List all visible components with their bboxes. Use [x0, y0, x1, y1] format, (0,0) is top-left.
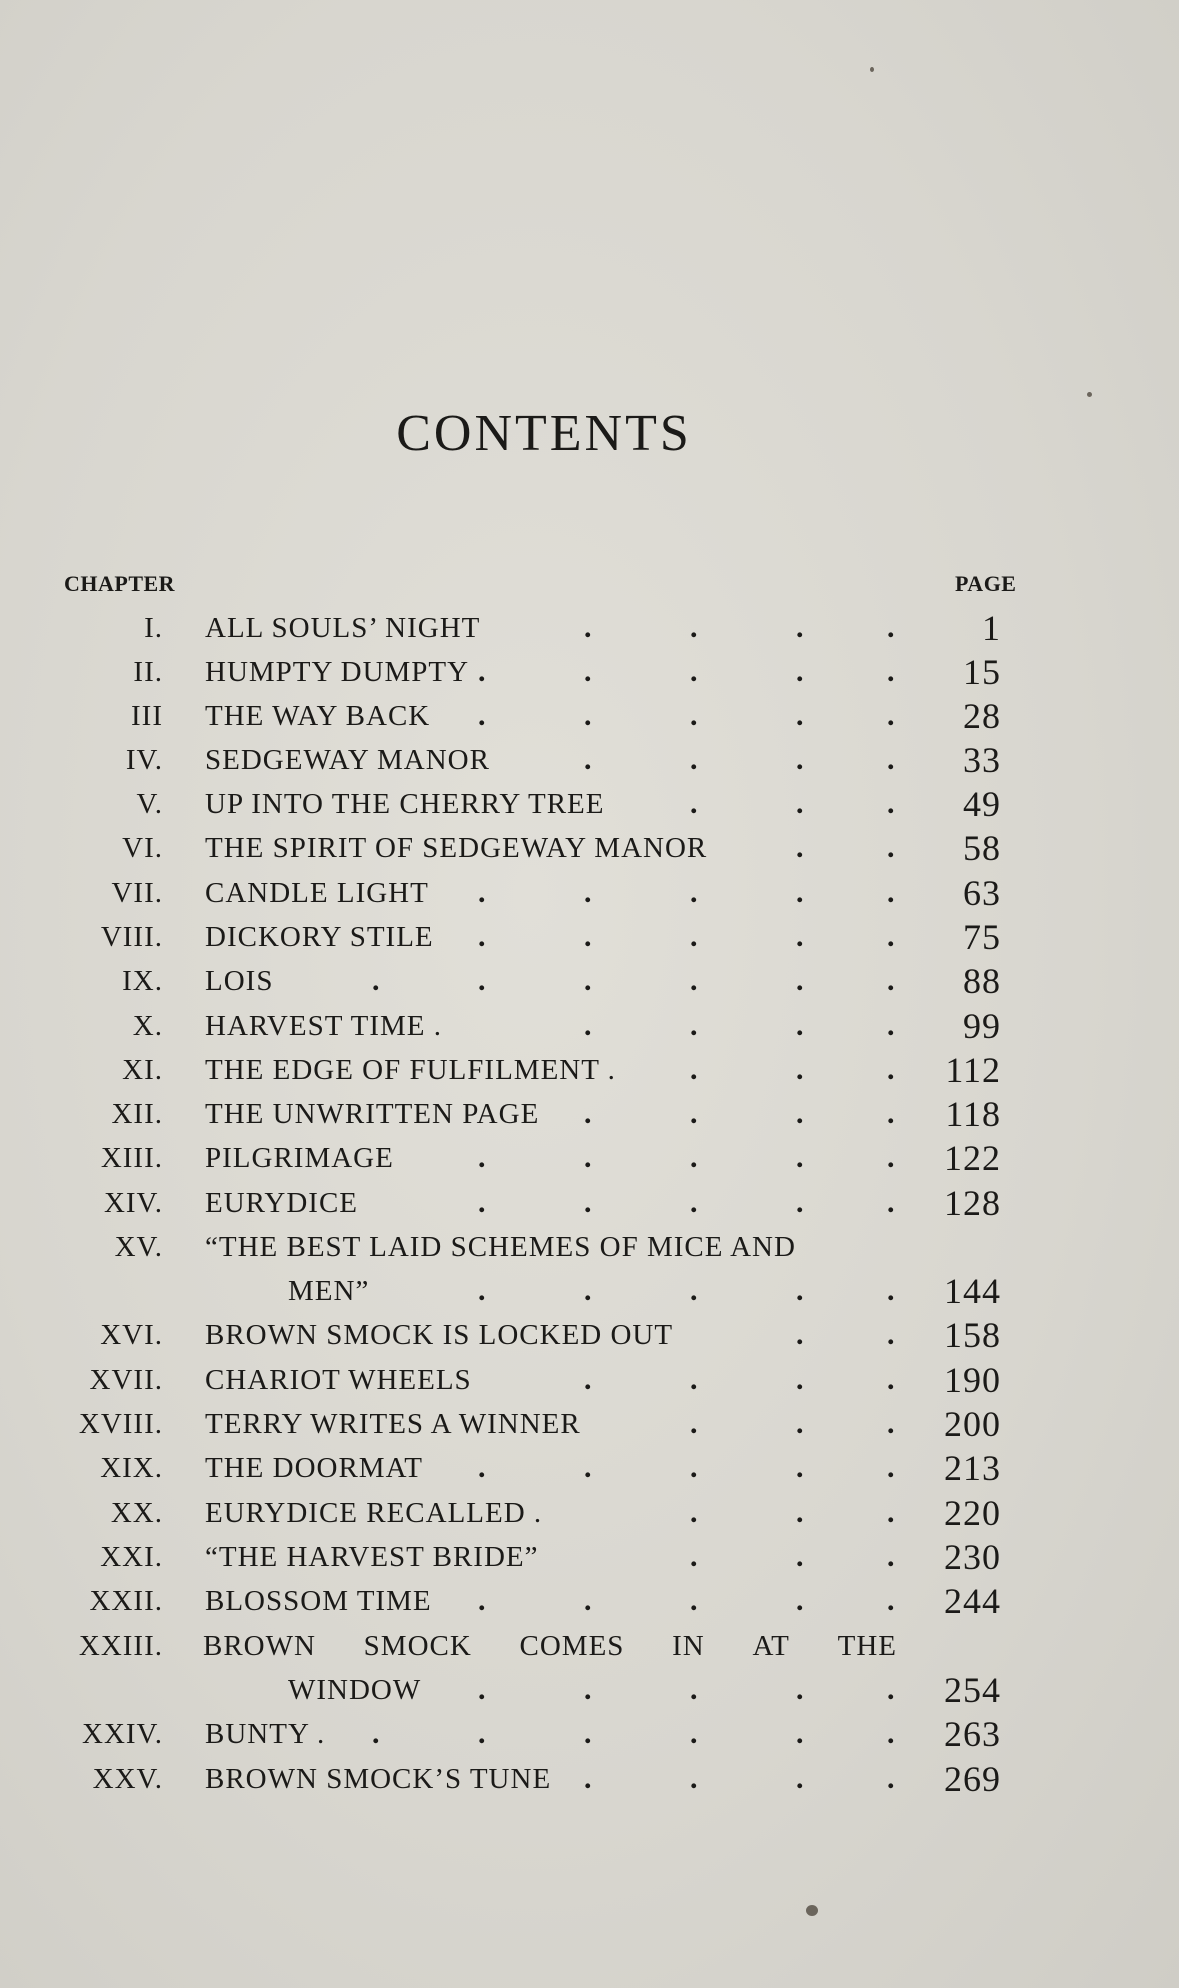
toc-entry: [0, 1004, 1179, 1048]
dot-leader: .: [478, 699, 487, 732]
chapter-number: IX.: [122, 965, 163, 997]
chapter-title: LOIS: [205, 965, 274, 997]
toc-entry: [0, 738, 1179, 782]
page-title: CONTENTS: [396, 405, 692, 462]
page-number: 112: [945, 1050, 1001, 1090]
dot-leader: .: [584, 743, 593, 776]
page-number: 88: [963, 961, 1001, 1001]
dot-leader: .: [478, 1584, 487, 1617]
chapter-number: I.: [144, 612, 163, 644]
dot-leader: .: [887, 743, 896, 776]
toc-entry: [0, 1579, 1179, 1623]
chapter-title: “THE HARVEST BRIDE”: [205, 1541, 539, 1573]
page-number: 99: [963, 1006, 1001, 1046]
dot-leader: .: [690, 1584, 699, 1617]
dot-leader: .: [584, 1274, 593, 1307]
page-number: 263: [944, 1714, 1001, 1754]
chapter-number: VI.: [122, 832, 163, 864]
chapter-title-continued: MEN”: [288, 1275, 370, 1307]
chapter-number: XX.: [110, 1497, 163, 1529]
dot-leader: .: [887, 1318, 896, 1351]
toc-entry: [0, 1402, 1179, 1446]
page-number: 63: [963, 873, 1001, 913]
dot-leader: .: [690, 1009, 699, 1042]
dot-leader: .: [796, 1097, 805, 1130]
chapter-number: IV.: [125, 744, 163, 776]
dot-leader: .: [887, 1407, 896, 1440]
dot-leader: .: [887, 1451, 896, 1484]
dot-leader: .: [690, 1407, 699, 1440]
dot-leader: .: [584, 1673, 593, 1706]
chapter-title-word: THE: [837, 1630, 897, 1662]
chapter-title-word: COMES: [519, 1630, 625, 1662]
chapter-title-continued: WINDOW: [288, 1674, 422, 1706]
dot-leader: .: [584, 1141, 593, 1174]
dot-leader: .: [690, 1097, 699, 1130]
dot-leader: .: [584, 1717, 593, 1750]
dot-leader: .: [690, 1762, 699, 1795]
dot-leader: .: [796, 1407, 805, 1440]
dot-leader: .: [584, 655, 593, 688]
dot-leader: .: [887, 1009, 896, 1042]
chapter-number: XXV.: [92, 1763, 163, 1795]
dot-leader: .: [478, 1673, 487, 1706]
dot-leader: .: [887, 1186, 896, 1219]
toc-entry: [0, 1092, 1179, 1136]
page-number: 28: [963, 696, 1001, 736]
page-number: 15: [963, 652, 1001, 692]
chapter-title: EURYDICE: [205, 1187, 358, 1219]
dot-leader: .: [796, 920, 805, 953]
toc-entry: [0, 1446, 1179, 1490]
chapter-number: VII.: [111, 877, 163, 909]
chapter-title: PILGRIMAGE: [205, 1142, 394, 1174]
dot-leader: .: [796, 1540, 805, 1573]
page-number: 158: [944, 1315, 1001, 1355]
dot-leader: .: [887, 1584, 896, 1617]
toc-entry: [0, 1624, 1179, 1668]
dot-leader: .: [584, 1186, 593, 1219]
dot-leader: .: [372, 1717, 381, 1750]
dot-leader: .: [584, 876, 593, 909]
chapter-number: XVI.: [100, 1319, 163, 1351]
chapter-title: BLOSSOM TIME: [205, 1585, 432, 1617]
dot-leader: .: [690, 1673, 699, 1706]
chapter-title: CHARIOT WHEELS: [205, 1364, 472, 1396]
dot-leader: .: [796, 1451, 805, 1484]
chapter-title-word: SMOCK: [363, 1630, 472, 1662]
page-number: 1: [982, 608, 1001, 648]
toc-entry: [0, 694, 1179, 738]
chapter-title: DICKORY STILE: [205, 921, 434, 953]
chapter-title-word: IN: [672, 1630, 705, 1662]
dot-leader: .: [690, 1141, 699, 1174]
toc-entry: [0, 650, 1179, 694]
dot-leader: .: [796, 1274, 805, 1307]
chapter-title-word: AT: [752, 1630, 790, 1662]
dot-leader: .: [796, 699, 805, 732]
dot-leader: .: [887, 1762, 896, 1795]
chapter-title: SEDGEWAY MANOR: [205, 744, 490, 776]
dot-leader: .: [584, 1762, 593, 1795]
dot-leader: .: [796, 1141, 805, 1174]
chapter-number: VIII.: [100, 921, 163, 953]
dot-leader: .: [796, 1496, 805, 1529]
dot-leader: .: [372, 964, 381, 997]
chapter-title: “THE BEST LAID SCHEMES OF MICE AND: [205, 1231, 796, 1263]
chapter-number: X.: [132, 1010, 163, 1042]
toc-entry: [0, 915, 1179, 959]
dot-leader: .: [796, 655, 805, 688]
dot-leader: .: [690, 1451, 699, 1484]
toc-entry: [0, 1535, 1179, 1579]
dot-leader: .: [887, 920, 896, 953]
chapter-number: XXII.: [89, 1585, 163, 1617]
dot-leader: .: [796, 1186, 805, 1219]
dot-leader: .: [796, 1318, 805, 1351]
page-number: 49: [963, 784, 1001, 824]
page-number: 220: [944, 1493, 1001, 1533]
chapter-number: XI.: [122, 1054, 163, 1086]
toc-entry-continued: [0, 1269, 1179, 1313]
dot-leader: .: [690, 1717, 699, 1750]
dot-leader: .: [690, 964, 699, 997]
dot-leader: .: [478, 920, 487, 953]
chapter-title: BUNTY .: [205, 1718, 326, 1750]
chapter-title: THE WAY BACK: [205, 700, 431, 732]
page-number: 58: [963, 828, 1001, 868]
toc-entry: [0, 1225, 1179, 1269]
toc-entry: [0, 1358, 1179, 1402]
chapter-column-header: CHAPTER: [64, 571, 176, 596]
dot-leader: .: [690, 611, 699, 644]
chapter-title: HUMPTY DUMPTY: [205, 656, 470, 688]
page-number: 122: [944, 1138, 1001, 1178]
dot-leader: .: [584, 1584, 593, 1617]
chapter-number: XXI.: [100, 1541, 163, 1573]
dot-leader: .: [690, 787, 699, 820]
dot-leader: .: [584, 1009, 593, 1042]
dot-leader: .: [887, 699, 896, 732]
page-number: 33: [963, 740, 1001, 780]
dot-leader: .: [796, 964, 805, 997]
toc-entry: [0, 1757, 1179, 1801]
chapter-title: BROWN SMOCK’S TUNE: [205, 1763, 552, 1795]
page-speck: [870, 67, 874, 72]
dot-leader: .: [478, 1186, 487, 1219]
chapter-title: TERRY WRITES A WINNER: [205, 1408, 581, 1440]
dot-leader: .: [690, 655, 699, 688]
chapter-number: XXIV.: [82, 1718, 163, 1750]
toc-entry: [0, 782, 1179, 826]
chapter-title: CANDLE LIGHT: [205, 877, 429, 909]
dot-leader: .: [796, 1363, 805, 1396]
toc-entry: [0, 826, 1179, 870]
page-number: 118: [945, 1094, 1001, 1134]
dot-leader: .: [887, 1097, 896, 1130]
toc-entry: [0, 871, 1179, 915]
dot-leader: .: [887, 1496, 896, 1529]
dot-leader: .: [690, 1363, 699, 1396]
chapter-number: XV.: [114, 1231, 163, 1263]
dot-leader: .: [887, 1717, 896, 1750]
chapter-number: II.: [133, 656, 163, 688]
dot-leader: .: [887, 1053, 896, 1086]
dot-leader: .: [887, 876, 896, 909]
chapter-number: XVII.: [89, 1364, 163, 1396]
chapter-title-word: BROWN: [203, 1630, 316, 1662]
chapter-title: [203, 1624, 897, 1668]
dot-leader: .: [796, 831, 805, 864]
dot-leader: .: [584, 1451, 593, 1484]
dot-leader: .: [887, 655, 896, 688]
chapter-title: THE DOORMAT: [205, 1452, 424, 1484]
chapter-title: HARVEST TIME .: [205, 1010, 442, 1042]
chapter-number: XVIII.: [78, 1408, 163, 1440]
chapter-title: BROWN SMOCK IS LOCKED OUT: [205, 1319, 674, 1351]
page-number: 230: [944, 1537, 1001, 1577]
dot-leader: .: [478, 964, 487, 997]
dot-leader: .: [887, 1141, 896, 1174]
dot-leader: .: [887, 611, 896, 644]
dot-leader: .: [796, 1673, 805, 1706]
page-number: 190: [944, 1360, 1001, 1400]
dot-leader: .: [690, 1496, 699, 1529]
dot-leader: .: [887, 1274, 896, 1307]
dot-leader: .: [690, 876, 699, 909]
chapter-title: THE EDGE OF FULFILMENT .: [205, 1054, 616, 1086]
page-number: 144: [944, 1271, 1001, 1311]
dot-leader: .: [796, 1717, 805, 1750]
chapter-title: THE SPIRIT OF SEDGEWAY MANOR: [205, 832, 708, 864]
dot-leader: .: [690, 1540, 699, 1573]
page-number: 75: [963, 917, 1001, 957]
toc-entry: [0, 1491, 1179, 1535]
chapter-number: XIV.: [103, 1187, 163, 1219]
page-number: 213: [944, 1448, 1001, 1488]
dot-leader: .: [690, 699, 699, 732]
dot-leader: .: [584, 1363, 593, 1396]
page-number: 200: [944, 1404, 1001, 1444]
dot-leader: .: [796, 876, 805, 909]
dot-leader: .: [796, 1762, 805, 1795]
toc-entry: [0, 1712, 1179, 1756]
dot-leader: .: [887, 1540, 896, 1573]
chapter-title: UP INTO THE CHERRY TREE: [205, 788, 605, 820]
page-number: 269: [944, 1759, 1001, 1799]
chapter-title: THE UNWRITTEN PAGE: [205, 1098, 540, 1130]
dot-leader: .: [690, 743, 699, 776]
dot-leader: .: [584, 611, 593, 644]
dot-leader: .: [584, 699, 593, 732]
chapter-title: EURYDICE RECALLED .: [205, 1497, 543, 1529]
dot-leader: .: [690, 1053, 699, 1086]
dot-leader: .: [887, 1673, 896, 1706]
page-speck: [806, 1905, 818, 1916]
page-column-header: PAGE: [955, 571, 1017, 596]
toc-entry: [0, 1313, 1179, 1357]
dot-leader: .: [690, 1274, 699, 1307]
chapter-number: XIX.: [100, 1452, 163, 1484]
page-number: 128: [944, 1183, 1001, 1223]
dot-leader: .: [690, 920, 699, 953]
chapter-number: XII.: [111, 1098, 163, 1130]
dot-leader: .: [690, 1186, 699, 1219]
dot-leader: .: [796, 1053, 805, 1086]
chapter-title: ALL SOULS’ NIGHT: [205, 612, 481, 644]
dot-leader: .: [584, 920, 593, 953]
dot-leader: .: [478, 1141, 487, 1174]
page-speck: [1087, 392, 1092, 397]
toc-entry-continued: [0, 1668, 1179, 1712]
dot-leader: .: [584, 964, 593, 997]
chapter-number: XIII.: [100, 1142, 163, 1174]
dot-leader: .: [887, 787, 896, 820]
dot-leader: .: [887, 964, 896, 997]
dot-leader: .: [478, 1717, 487, 1750]
dot-leader: .: [478, 655, 487, 688]
chapter-number: XXIII.: [78, 1630, 163, 1662]
dot-leader: .: [796, 1009, 805, 1042]
toc-entry: [0, 959, 1179, 1003]
dot-leader: .: [478, 1451, 487, 1484]
page-number: 254: [944, 1670, 1001, 1710]
dot-leader: .: [796, 743, 805, 776]
dot-leader: .: [887, 1363, 896, 1396]
chapter-number: V.: [136, 788, 163, 820]
dot-leader: .: [796, 611, 805, 644]
page-number: 244: [944, 1581, 1001, 1621]
dot-leader: .: [478, 876, 487, 909]
chapter-number: III: [131, 700, 163, 732]
toc-entry: [0, 606, 1179, 650]
dot-leader: .: [887, 831, 896, 864]
dot-leader: .: [584, 1097, 593, 1130]
dot-leader: .: [796, 787, 805, 820]
toc-entry: [0, 1048, 1179, 1092]
toc-entry: [0, 1136, 1179, 1180]
dot-leader: .: [796, 1584, 805, 1617]
dot-leader: .: [478, 1274, 487, 1307]
toc-entry: [0, 1181, 1179, 1225]
